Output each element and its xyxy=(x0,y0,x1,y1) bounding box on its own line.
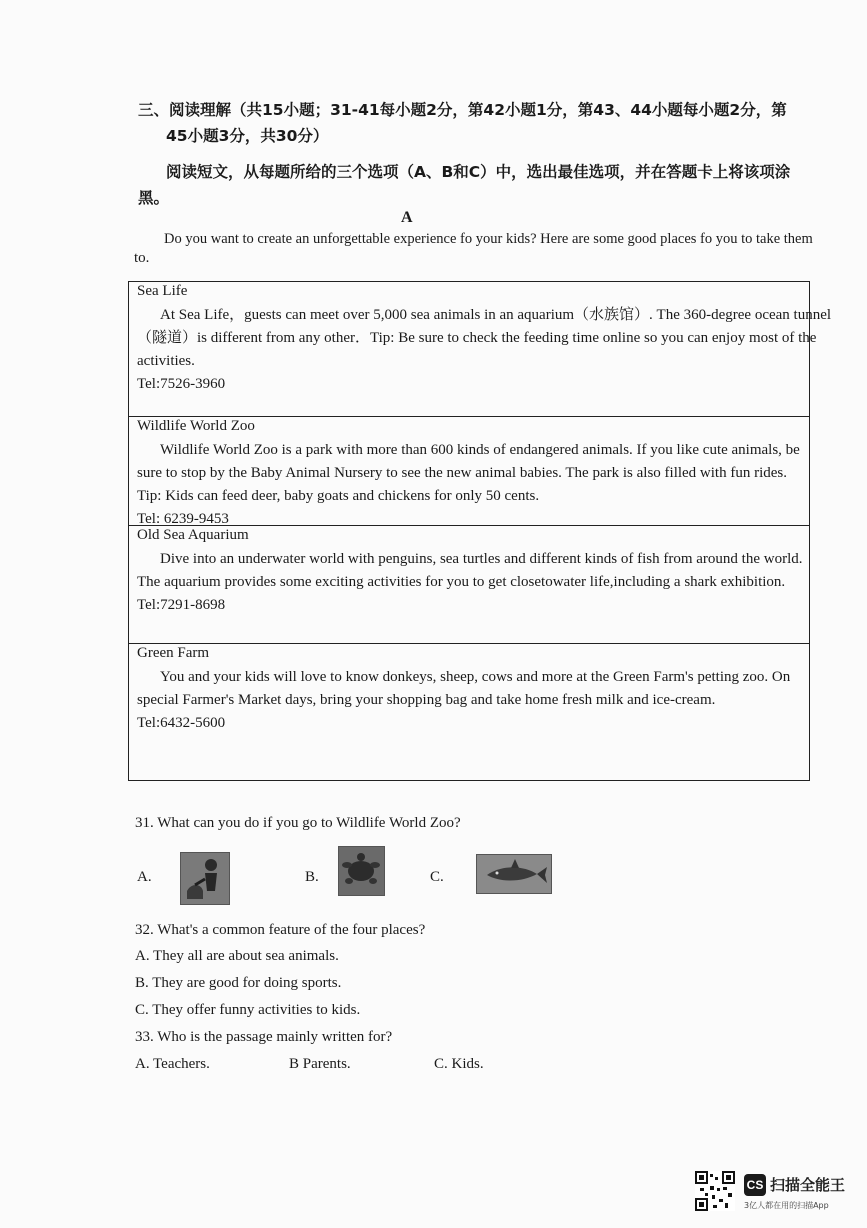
places-table xyxy=(128,281,832,781)
place-tel: Tel:6432-5600 xyxy=(137,715,226,731)
question-33-option-a: A. Teachers. xyxy=(135,1056,210,1072)
place-description xyxy=(137,439,801,531)
description-line: special Farmer's Market days, bring your shopping bag and take home fresh milk and ice-cream. xyxy=(137,692,716,708)
description-line: （隧道）is different from any other．Tip: Be sure to check the feeding time online so you can enjoy most of the xyxy=(137,330,817,346)
place-name: Green Farm xyxy=(137,645,210,661)
instruction-line2: 黑。 xyxy=(138,189,170,207)
section-heading-line2: 45小题3分，共30分） xyxy=(166,127,329,145)
description-line: The aquarium provides some exciting activities for you to get closetowater life,including a shark exhibition. xyxy=(137,574,786,590)
question-32-option-a: A. They all are about sea animals. xyxy=(135,948,339,964)
place-description xyxy=(137,304,832,396)
question-31-option-b: B. xyxy=(305,869,319,885)
sea-turtle-icon xyxy=(338,846,385,896)
scanner-logo-badge: CS xyxy=(744,1174,766,1196)
description-line: At Sea Life，guests can meet over 5,000 sea animals in an aquarium（水族馆）. The 360-degree ocean tunnel xyxy=(160,307,832,323)
description-line: Dive into an underwater world with penguins, sea turtles and different kinds of fish from around the world. xyxy=(160,551,803,567)
question-31-stem: 31. What can you do if you go to Wildlife World Zoo? xyxy=(135,815,461,831)
description-line: Wildlife World Zoo is a park with more than 600 kinds of endangered animals. If you like cute animals, be xyxy=(160,442,800,458)
passage-letter: A xyxy=(401,209,413,226)
qr-code-icon xyxy=(695,1171,735,1211)
person-feeding-animal-icon xyxy=(180,852,230,905)
place-tel: Tel:7526-3960 xyxy=(137,376,226,392)
description-line: You and your kids will love to know donkeys, sheep, cows and more at the Green Farm's petting zoo. On xyxy=(160,669,791,685)
section-heading-line1: 三、阅读理解（共15小题；31-41每小题2分，第42小题1分，第43、44小题每小题2分，第 xyxy=(138,101,787,119)
place-name: Sea Life xyxy=(137,283,188,299)
place-green-farm xyxy=(129,643,809,781)
place-tel: Tel: 6239-9453 xyxy=(137,511,229,527)
description-line: sure to stop by the Baby Animal Nursery to see the new animal babies. The park is also filled with fun rides. xyxy=(137,465,788,481)
place-description xyxy=(137,548,801,617)
scanner-tagline: 3亿人都在用的扫描App xyxy=(744,1201,829,1210)
question-31-option-c: C. xyxy=(430,869,444,885)
question-33-stem: 33. Who is the passage mainly written for? xyxy=(135,1029,393,1045)
passage-intro-line2: to. xyxy=(134,250,150,266)
question-33-option-c: C. Kids. xyxy=(434,1056,484,1072)
scanner-brand-name: 扫描全能王 xyxy=(770,1176,846,1194)
question-33-option-b: B Parents. xyxy=(289,1056,351,1072)
place-sea-life xyxy=(129,282,832,416)
passage-intro-line1: Do you want to create an unforgettable experience fo your kids? Here are some good places fo you to take them xyxy=(164,231,813,247)
place-wildlife-world-zoo xyxy=(129,416,809,526)
place-old-sea-aquarium xyxy=(129,525,809,644)
place-description xyxy=(137,666,801,735)
instruction-line1: 阅读短文，从每题所给的三个选项（A、B和C）中，选出最佳选项，并在答题卡上将该项涂 xyxy=(166,163,791,181)
description-line: Tip: Kids can feed deer, baby goats and chickens for only 50 cents. xyxy=(137,488,540,504)
shark-icon xyxy=(476,854,552,894)
question-32-option-b: B. They are good for doing sports. xyxy=(135,975,342,991)
question-32-stem: 32. What's a common feature of the four places? xyxy=(135,922,426,938)
question-31-option-a: A. xyxy=(137,869,152,885)
place-name: Wildlife World Zoo xyxy=(137,418,255,434)
description-line: activities. xyxy=(137,353,195,369)
place-name: Old Sea Aquarium xyxy=(137,527,249,543)
place-tel: Tel:7291-8698 xyxy=(137,597,226,613)
question-32-option-c: C. They offer funny activities to kids. xyxy=(135,1002,361,1018)
